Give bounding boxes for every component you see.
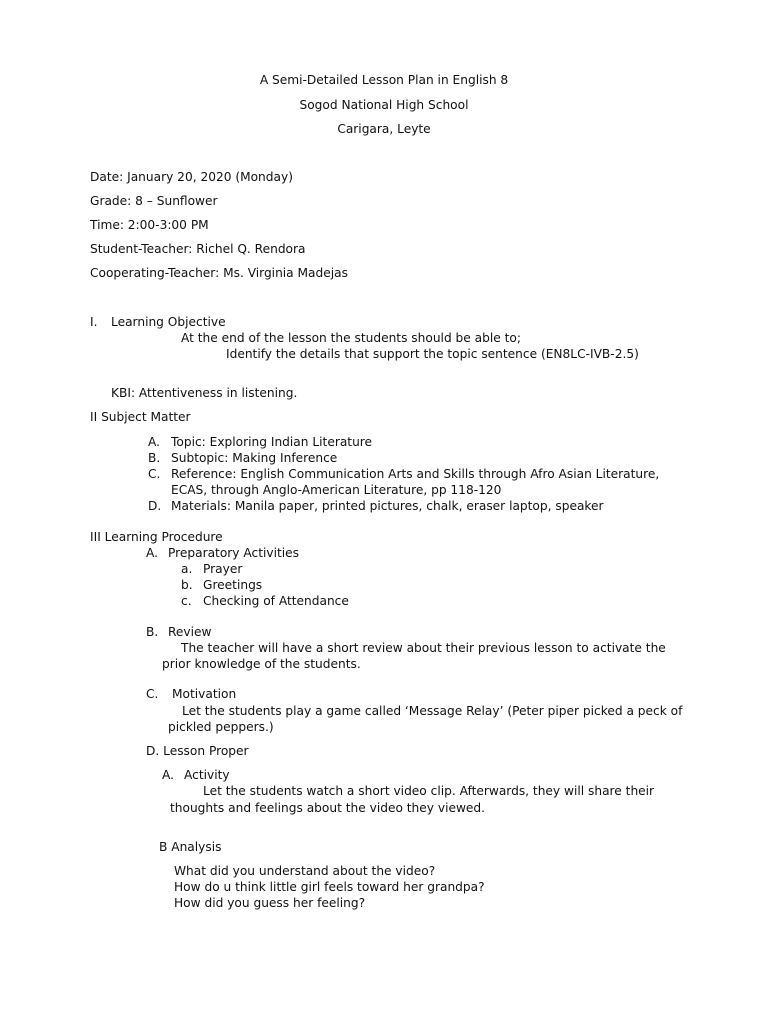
subject-marker-c: C.: [148, 467, 161, 481]
motivation-text-2: pickled peppers.): [168, 720, 274, 734]
subject-topic: Topic: Exploring Indian Literature: [171, 435, 373, 449]
motivation-marker: C.: [146, 687, 159, 701]
motivation-text-1: Let the students play a game called ‘Message Relay’ (Peter piper picked a peck of: [182, 704, 683, 718]
prep-greetings: Greetings: [203, 578, 263, 592]
school-name: Sogod National High School: [299, 98, 469, 112]
school-location: Carigara, Leyte: [337, 122, 431, 136]
lesson-proper-heading: D. Lesson Proper: [146, 744, 249, 758]
prep-marker-a: a.: [181, 562, 193, 576]
objective-text: Identify the details that support the topic sentence (EN8LC-IVB-2.5): [226, 347, 639, 361]
review-text-2: prior knowledge of the students.: [162, 657, 361, 671]
prep-marker-b: b.: [181, 578, 193, 592]
objective-intro: At the end of the lesson the students should be able to;: [181, 331, 521, 345]
section-1-title: Learning Objective: [111, 315, 226, 329]
document-title: A Semi-Detailed Lesson Plan in English 8: [259, 73, 509, 87]
subject-materials: Materials: Manila paper, printed pictures, chalk, eraser laptop, speaker: [171, 499, 604, 513]
review-marker: B.: [146, 625, 159, 639]
analysis-question-1: What did you understand about the video?: [174, 864, 436, 878]
subject-marker-a: A.: [148, 435, 160, 449]
date-line: Date: January 20, 2020 (Monday): [90, 170, 293, 184]
student-teacher-line: Student-Teacher: Richel Q. Rendora: [90, 242, 306, 256]
prep-title: Preparatory Activities: [168, 546, 299, 560]
grade-line: Grade: 8 – Sunflower: [90, 194, 218, 208]
subject-reference-cont: ECAS, through Anglo-American Literature, pp 118-120: [171, 483, 502, 497]
subject-marker-d: D.: [148, 499, 162, 513]
analysis-question-3: How did you guess her feeling?: [174, 896, 366, 910]
prep-prayer: Prayer: [203, 562, 243, 576]
kbi-line: KBI: Attentiveness in listening.: [111, 386, 298, 400]
prep-marker: A.: [146, 546, 158, 560]
prep-attendance: Checking of Attendance: [203, 594, 349, 608]
analysis-heading: B Analysis: [159, 840, 222, 854]
activity-text-1: Let the students watch a short video clip. Afterwards, they will share their: [203, 784, 655, 798]
activity-marker: A.: [162, 768, 174, 782]
review-text-1: The teacher will have a short review about their previous lesson to activate the: [181, 641, 666, 655]
review-title: Review: [168, 625, 212, 639]
time-line: Time: 2:00-3:00 PM: [90, 218, 209, 232]
cooperating-teacher-line: Cooperating-Teacher: Ms. Virginia Madejas: [90, 266, 348, 280]
section-2-heading: II Subject Matter: [90, 410, 191, 424]
activity-title: Activity: [184, 768, 230, 782]
section-1-numeral: I.: [90, 315, 98, 329]
activity-text-2: thoughts and feelings about the video they viewed.: [170, 801, 486, 815]
motivation-title: Motivation: [172, 687, 237, 701]
subject-subtopic: Subtopic: Making Inference: [171, 451, 338, 465]
analysis-question-2: How do u think little girl feels toward her grandpa?: [174, 880, 485, 894]
subject-marker-b: B.: [148, 451, 161, 465]
subject-reference: Reference: English Communication Arts and Skills through Afro Asian Literature,: [171, 467, 660, 481]
prep-marker-c: c.: [181, 594, 192, 608]
section-3-heading: III Learning Procedure: [90, 530, 223, 544]
